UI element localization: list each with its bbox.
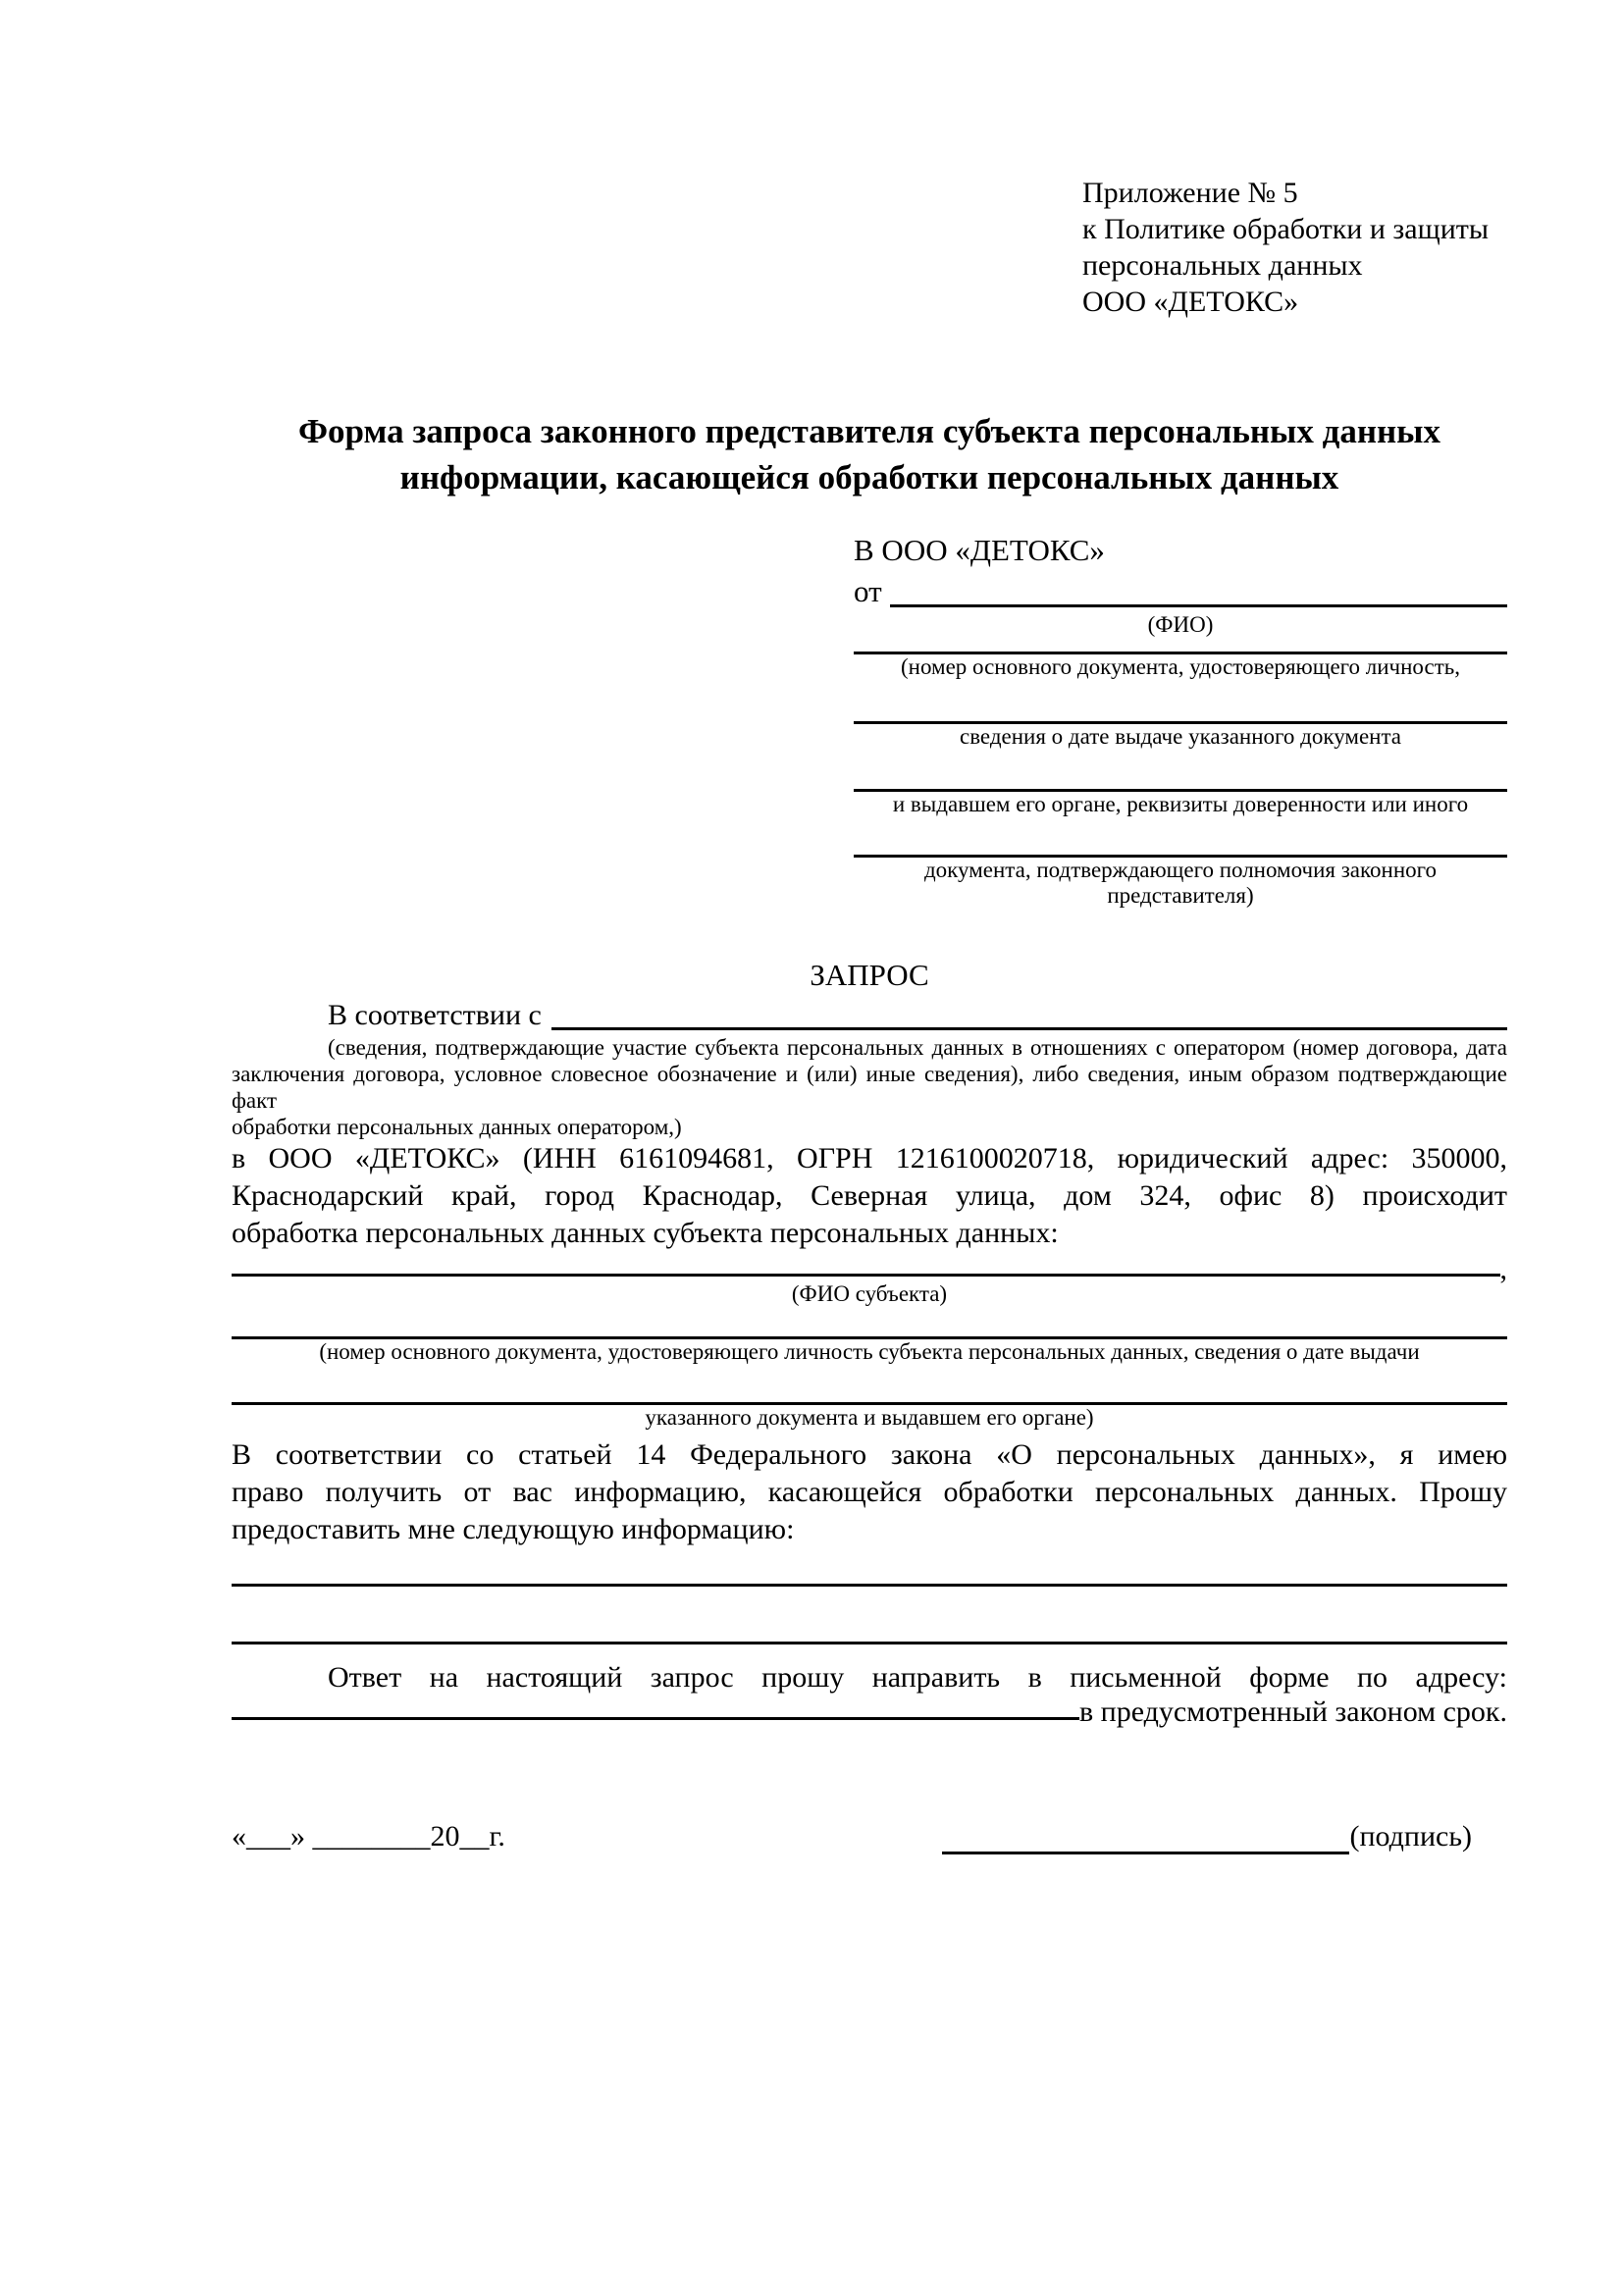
appendix-header-line-2: к Политике обработки и защиты	[1082, 213, 1490, 245]
subject-fio-caption: (ФИО субъекта)	[791, 1281, 948, 1306]
date-line: «___» ________20__г.	[232, 1820, 505, 1852]
law-paragraph-line-3: предоставить мне следующую информацию:	[232, 1513, 795, 1545]
law-paragraph-line-2: право получить от вас информацию, касающейся обработки персональных данных. Прошу	[232, 1476, 1507, 1508]
representative-doc-blank-line-3	[854, 750, 1507, 792]
law-paragraph	[232, 1436, 1507, 1548]
representative-doc-caption-3: и выдавшем его органе, реквизиты доверенности или иного	[892, 792, 1469, 816]
representative-doc-blank-line-1	[854, 638, 1507, 654]
operator-paragraph	[232, 1140, 1507, 1252]
request-heading: ЗАПРОС	[810, 958, 929, 992]
law-paragraph-line-1: В соответствии со статьей 14 Федерального закона «О персональных данных», я имею	[232, 1438, 1507, 1471]
response-tail-text: в предусмотренный законом срок.	[1079, 1696, 1507, 1728]
accordance-row	[232, 997, 1507, 1034]
appendix-header-line-4: ООО «ДЕТОКС»	[1082, 286, 1299, 318]
information-blank-line-2	[232, 1642, 1507, 1644]
representative-doc-caption-4: документа, подтверждающего полномочия законного представителя)	[923, 858, 1437, 908]
signature-area	[942, 1818, 1472, 1854]
addressee-to: В ООО «ДЕТОКС»	[854, 533, 1105, 567]
representative-doc-caption-1: (номер основного документа, удостоверяющего личность,	[900, 654, 1460, 679]
response-paragraph-line-2	[232, 1696, 1507, 1728]
small-print-note	[232, 1034, 1507, 1140]
representative-doc-caption-2: сведения о дате выдаче указанного документа	[959, 724, 1402, 749]
response-address-blank-line	[232, 1697, 1079, 1720]
representative-doc-blank-line-2	[854, 680, 1507, 724]
addressee-block	[854, 530, 1507, 909]
appendix-header	[1082, 175, 1507, 320]
operator-paragraph-line-3: обработка персональных данных субъекта персональных данных:	[232, 1217, 1059, 1249]
subject-fio-row	[232, 1253, 1507, 1285]
small-print-line-2: заключения договора, условное словесное обозначение и (или) иные сведения), либо сведения, иным образом подтверждающие факт	[232, 1062, 1507, 1113]
fio-caption: (ФИО)	[1147, 612, 1214, 637]
small-print-line-3: обработки персональных данных оператором,)	[232, 1115, 682, 1139]
signature-row	[232, 1818, 1507, 1854]
accordance-label: В соответствии с	[328, 999, 542, 1031]
from-row	[854, 571, 1507, 612]
information-blank-line-1	[232, 1584, 1507, 1587]
subject-doc-caption-1: (номер основного документа, удостоверяющего личность субъекта персональных данных, сведения о дате выдачи	[319, 1339, 1420, 1364]
fio-blank-line	[890, 571, 1507, 607]
accordance-blank-line	[551, 997, 1507, 1030]
operator-paragraph-line-2: Краснодарский край, город Краснодар, Северная улица, дом 324, офис 8) происходит	[232, 1179, 1507, 1212]
trailing-comma: ,	[1499, 1253, 1507, 1285]
from-label: от	[854, 574, 882, 608]
subject-fio-blank-line	[232, 1258, 1500, 1277]
operator-paragraph-line-1: в ООО «ДЕТОКС» (ИНН 6161094681, ОГРН 1216100020718, юридический адрес: 350000,	[232, 1142, 1507, 1174]
subject-doc-caption-2: указанного документа и выдавшем его органе)	[645, 1405, 1094, 1430]
signature-caption: (подпись)	[1349, 1820, 1472, 1852]
small-print-line-1: (сведения, подтверждающие участие субъекта персональных данных в отношениях с оператором (номер договора, дата	[328, 1035, 1507, 1060]
signature-blank-line	[942, 1828, 1349, 1854]
representative-doc-blank-line-4	[854, 817, 1507, 858]
appendix-header-line-1: Приложение № 5	[1082, 177, 1298, 209]
response-paragraph-line-1: Ответ на настоящий запрос прошу направить в письменной форме по адресу:	[328, 1661, 1507, 1694]
document-title: Форма запроса законного представителя субъекта персональных данных информации, касающейся обработки персональных данных	[298, 412, 1440, 496]
appendix-header-line-3: персональных данных	[1082, 249, 1363, 282]
